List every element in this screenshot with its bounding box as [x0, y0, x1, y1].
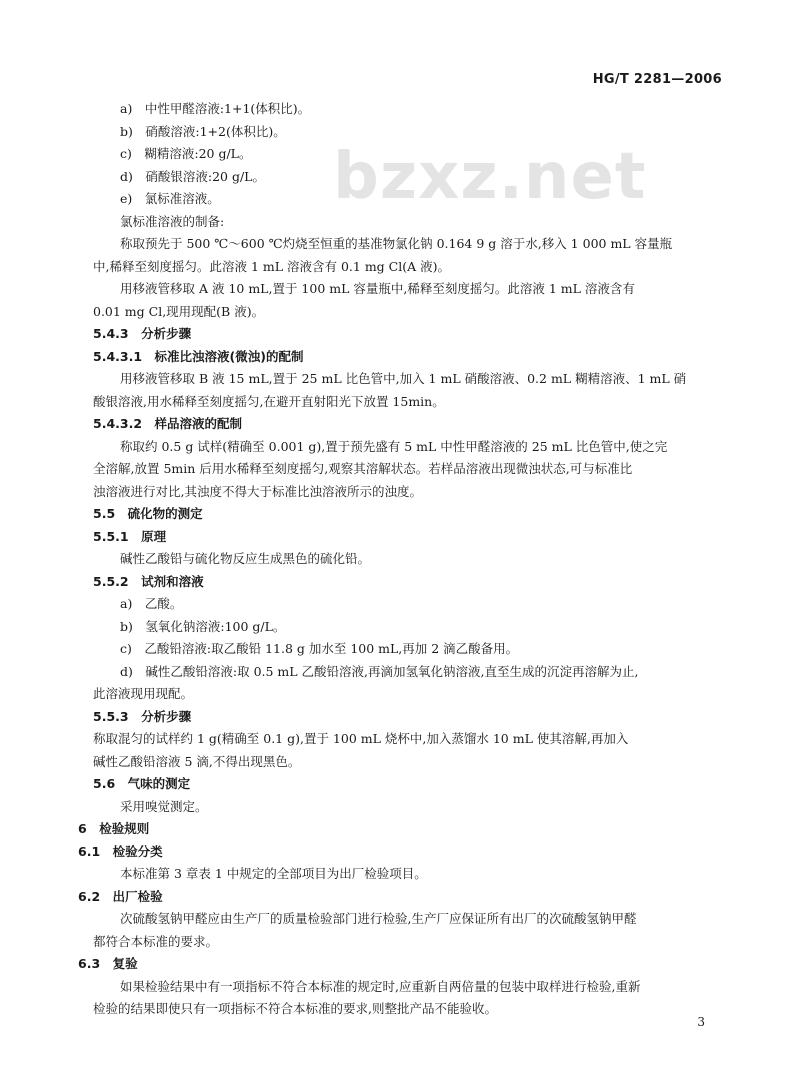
chloride-prep-line2: 中,稀释至刻度摇匀。此溶液 1 mL 溶液含有 0.1 mg Cl(A 液)。 — [93, 259, 450, 274]
section-5-5-3: 5.5.3 分析步骤 — [93, 709, 192, 724]
principle-text: 碱性乙酸铅与硫化物反应生成黑色的硫化铅。 — [120, 551, 371, 566]
reagent-d-basic-lead-acetate-line2: 此溶液现用现配。 — [93, 686, 194, 701]
reagent-c-lead-acetate: c) 乙酸铅溶液:取乙酸铅 11.8 g 加水至 100 mL,再加 2 滴乙酸备用。 — [120, 641, 519, 656]
inspection-class-text: 本标准第 3 章表 1 中规定的全部项目为出厂检验项目。 — [120, 866, 427, 881]
turbidity-prep-line1: 用移液管移取 B 液 15 mL,置于 25 mL 比色管中,加入 1 mL 硝酸溶液、0.2 mL 糊精溶液、1 mL 硝 — [120, 371, 687, 386]
sulfide-procedure-line2: 碱性乙酸铅溶液 5 滴,不得出现黑色。 — [93, 754, 301, 769]
section-5-4-3: 5.4.3 分析步骤 — [93, 326, 192, 341]
turbidity-prep-line2: 酸银溶液,用水稀释至刻度摇匀,在避开直射阳光下放置 15min。 — [93, 394, 445, 409]
reagent-a-neutral-formaldehyde: a) 中性甲醛溶液:1+1(体积比)。 — [120, 101, 311, 116]
reagent-d-basic-lead-acetate-line1: d) 碱性乙酸铅溶液:取 0.5 mL 乙酸铅溶液,再滴加氢氧化钠溶液,直至生成的沉淀再溶解为止, — [120, 664, 639, 679]
section-6-3: 6.3 复验 — [78, 956, 138, 971]
section-6: 6 检验规则 — [78, 821, 150, 836]
reinspection-line2: 检验的结果即使只有一项指标不符合本标准的要求,则整批产品不能验收。 — [93, 1001, 497, 1016]
factory-inspection-line1: 次硫酸氢钠甲醛应由生产厂的质量检验部门进行检验,生产厂应保证所有出厂的次硫酸氢钠甲醛 — [120, 911, 637, 926]
section-6-2: 6.2 出厂检验 — [78, 889, 163, 904]
reagent-d-silver-nitrate: d) 硝酸银溶液:20 g/L。 — [120, 169, 265, 184]
odor-text: 采用嗅觉测定。 — [120, 799, 208, 814]
chloride-prep-line1: 称取预先于 500 ℃～600 ℃灼烧至恒重的基准物氯化钠 0.164 9 g 溶于水,移入 1 000 mL 容量瓶 — [120, 236, 673, 251]
section-6-1: 6.1 检验分类 — [78, 844, 163, 859]
sample-prep-line2: 全溶解,放置 5min 后用水稀释至刻度摇匀,观察其溶解状态。若样品溶液出现微浊状态,可与标准比 — [93, 461, 633, 476]
reagent-b-sodium-hydroxide: b) 氢氧化钠溶液:100 g/L。 — [120, 619, 286, 634]
section-5-6: 5.6 气味的测定 — [93, 776, 191, 791]
sample-prep-line3: 浊溶液进行对比,其浊度不得大于标准比浊溶液所示的浊度。 — [93, 484, 422, 499]
section-5-5-1: 5.5.1 原理 — [93, 529, 167, 544]
standard-number: HG/T 2281—2006 — [592, 72, 722, 87]
chloride-prep-line3: 用移液管移取 A 液 10 mL,置于 100 mL 容量瓶中,稀释至刻度摇匀。此溶液 1 mL 溶液含有 — [120, 281, 635, 296]
section-5-5-2: 5.5.2 试剂和溶液 — [93, 574, 204, 589]
reagent-e-chloride-standard: e) 氯标准溶液。 — [120, 191, 220, 206]
chloride-standard-prep-title: 氯标准溶液的制备: — [120, 214, 225, 229]
chloride-prep-line4: 0.01 mg Cl,现用现配(B 液)。 — [93, 304, 265, 319]
section-5-4-3-1: 5.4.3.1 标准比浊溶液(微浊)的配制 — [93, 349, 304, 364]
page-number: 3 — [697, 1015, 705, 1029]
reagent-b-nitric-acid: b) 硝酸溶液:1+2(体积比)。 — [120, 124, 286, 139]
watermark: bzxz.net — [333, 140, 647, 214]
factory-inspection-line2: 都符合本标准的要求。 — [93, 934, 219, 949]
section-5-5: 5.5 硫化物的测定 — [93, 506, 203, 521]
sample-prep-line1: 称取约 0.5 g 试样(精确至 0.001 g),置于预先盛有 5 mL 中性甲醛溶液的 25 mL 比色管中,使之完 — [120, 439, 668, 454]
section-5-4-3-2: 5.4.3.2 样品溶液的配制 — [93, 416, 243, 431]
sulfide-procedure-line1: 称取混匀的试样约 1 g(精确至 0.1 g),置于 100 mL 烧杯中,加入蒸馏水 10 mL 使其溶解,再加入 — [93, 731, 629, 746]
reinspection-line1: 如果检验结果中有一项指标不符合本标准的规定时,应重新自两倍量的包装中取样进行检验,重新 — [120, 979, 641, 994]
reagent-a-acetic-acid: a) 乙酸。 — [120, 596, 183, 611]
reagent-c-dextrin: c) 糊精溶液:20 g/L。 — [120, 146, 252, 161]
